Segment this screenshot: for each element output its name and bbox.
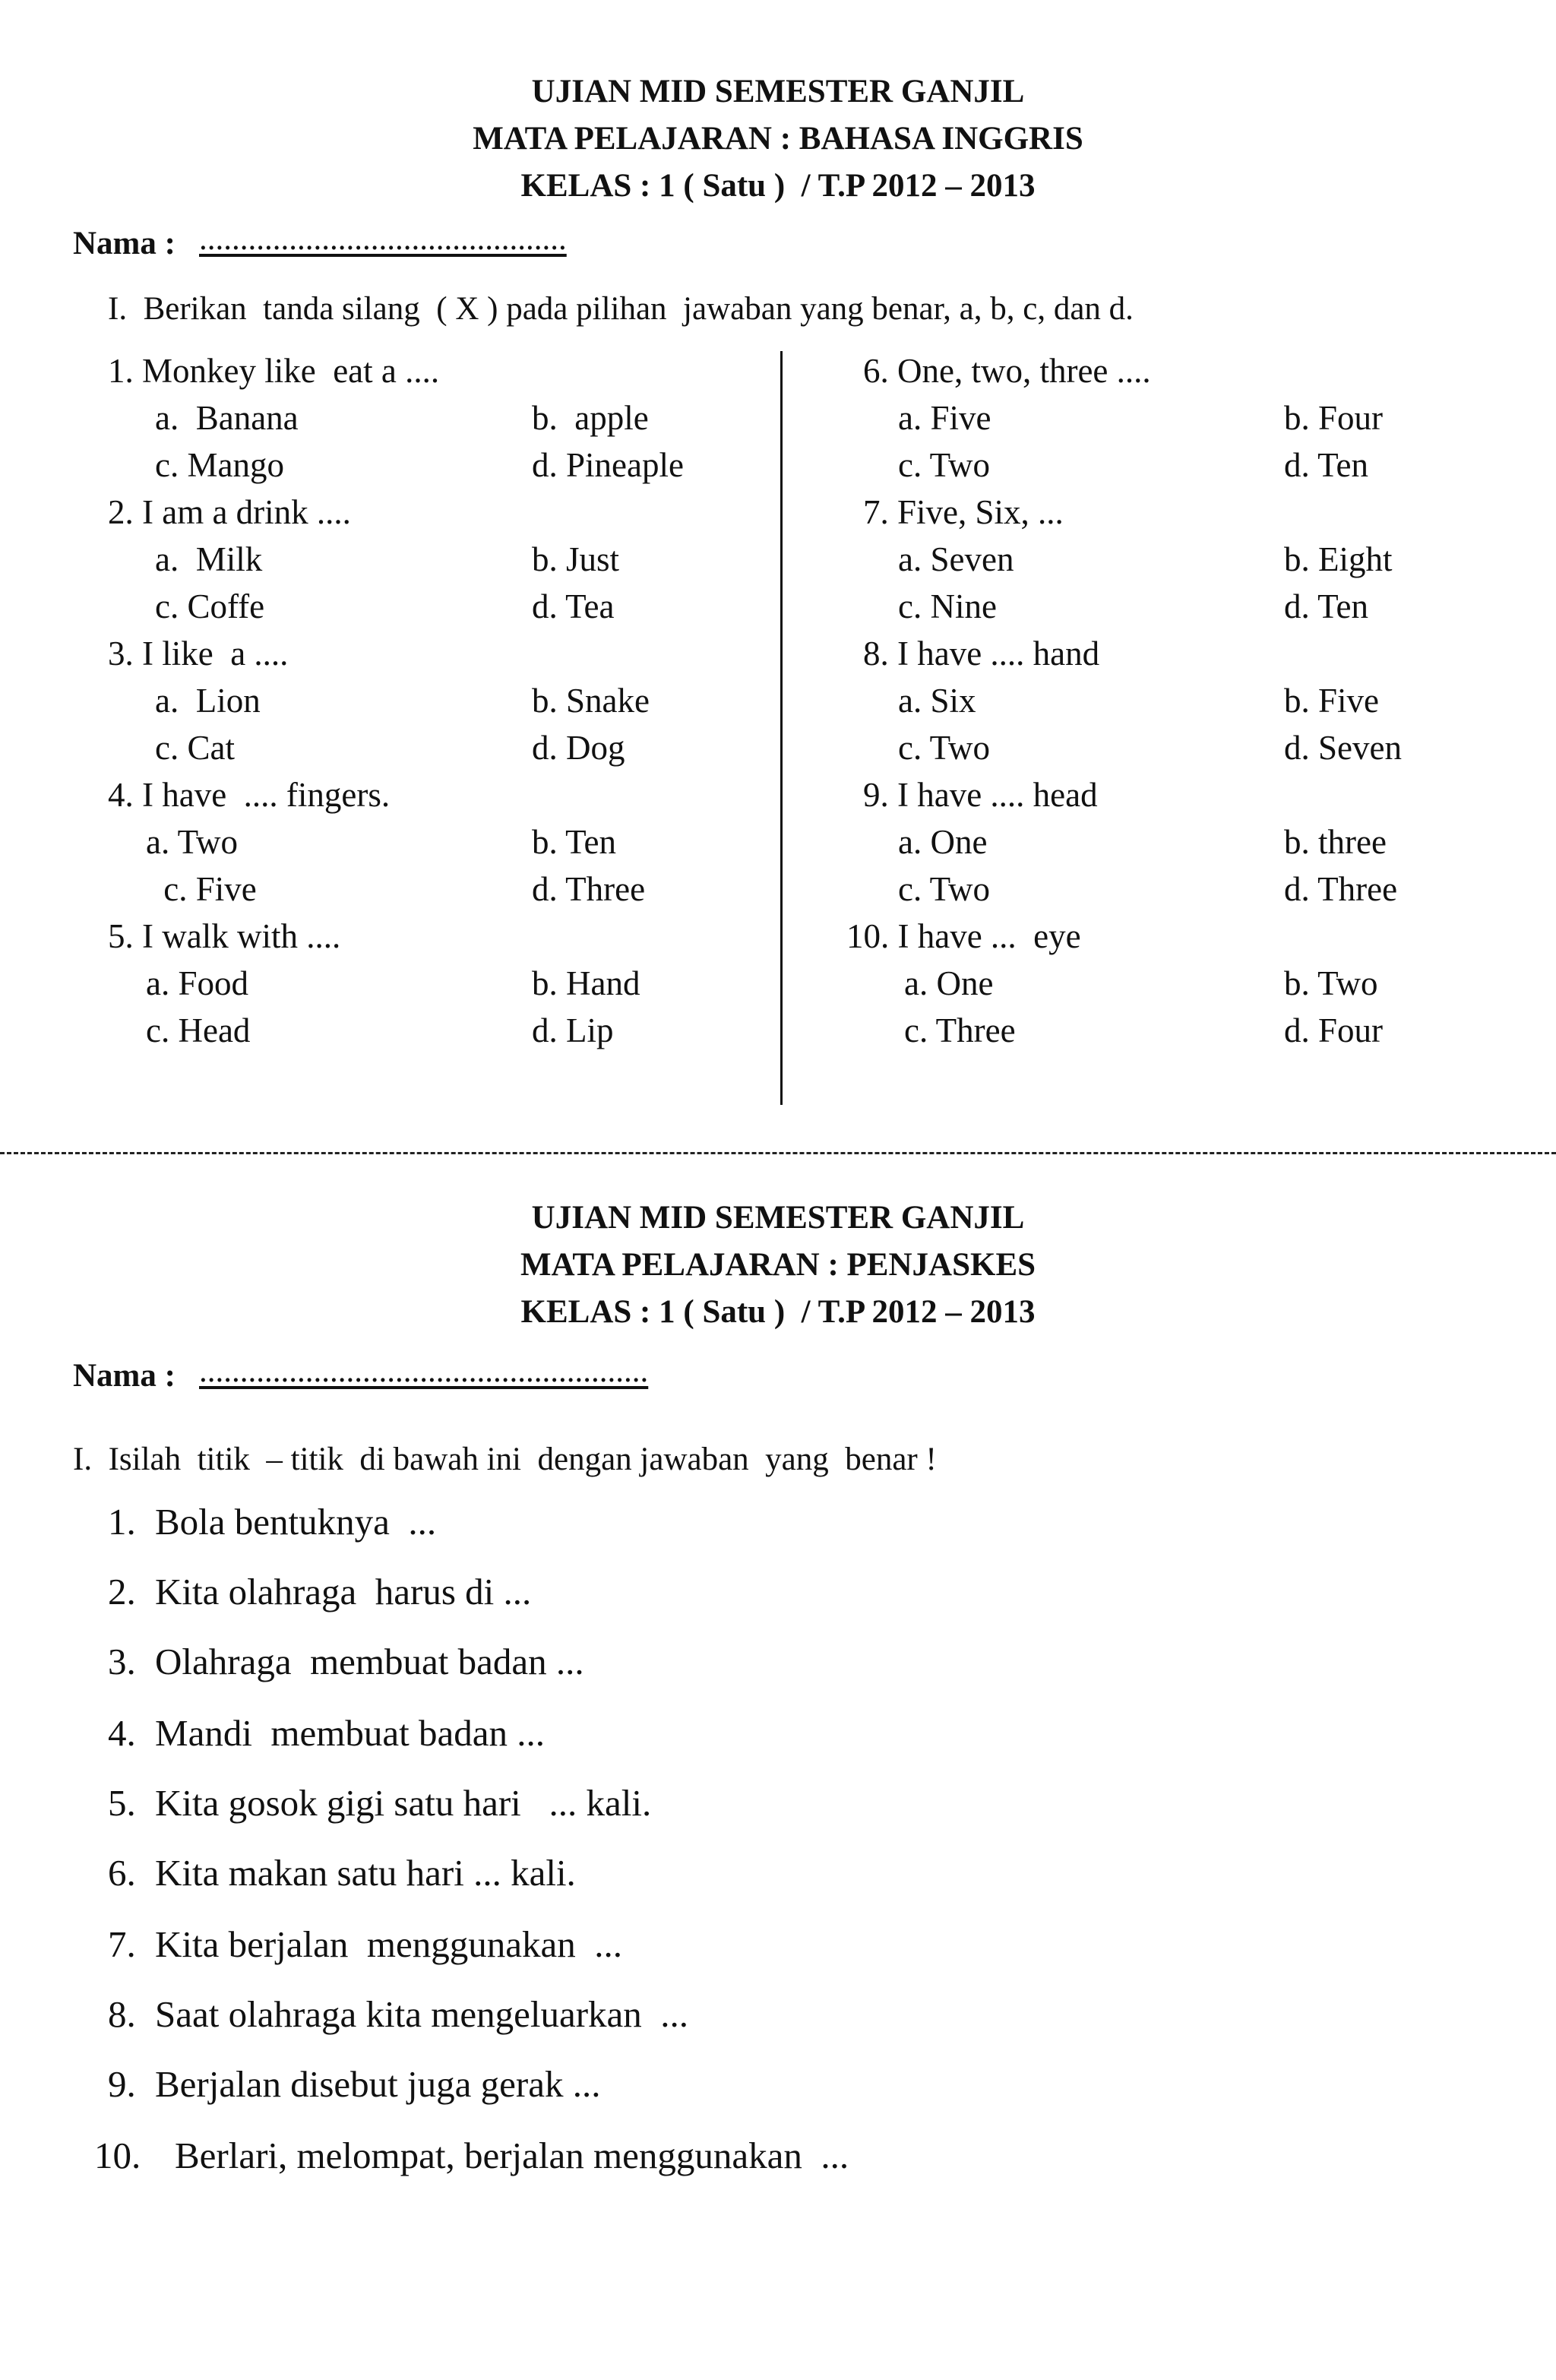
question-4: 4. I have .... fingers. (108, 776, 391, 814)
essay-item-10: Berlari, melompat, berjalan menggunakan ... (175, 2135, 849, 2176)
q9-option-d[interactable]: d. Three (1284, 870, 1398, 908)
essay-item-3-number: 3. (108, 1641, 136, 1682)
exam2-name-label: Nama : (73, 1358, 176, 1394)
q1-option-a[interactable]: a. Banana (155, 399, 299, 437)
question-3: 3. I like a .... (108, 635, 289, 673)
exam2-instruction: I. Isilah titik – titik di bawah ini dengan jawaban yang benar ! (73, 1442, 937, 1477)
exam2-title-line-1: UJIAN MID SEMESTER GANJIL (531, 1200, 1025, 1236)
q5-option-d[interactable]: d. Lip (532, 1011, 614, 1049)
question-6: 6. One, two, three .... (863, 352, 1151, 390)
q3-option-a[interactable]: a. Lion (155, 682, 261, 720)
essay-item-1: Bola bentuknya ... (155, 1501, 437, 1543)
exam1-name-field[interactable]: ............................................. (199, 221, 567, 257)
q7-option-c[interactable]: c. Nine (898, 587, 997, 625)
q4-option-a[interactable]: a. Two (146, 823, 239, 861)
q3-option-b[interactable]: b. Snake (532, 682, 650, 720)
essay-item-5-number: 5. (108, 1782, 136, 1824)
essay-item-2-number: 2. (108, 1571, 136, 1613)
q9-option-b[interactable]: b. three (1284, 823, 1387, 861)
q3-option-d[interactable]: d. Dog (532, 729, 625, 767)
essay-item-9: Berjalan disebut juga gerak ... (155, 2063, 601, 2105)
q2-option-a[interactable]: a. Milk (155, 540, 263, 578)
question-10: 10. I have ... eye (846, 917, 1081, 955)
q3-option-c[interactable]: c. Cat (155, 729, 235, 767)
essay-item-6: Kita makan satu hari ... kali. (155, 1852, 576, 1894)
q9-option-c[interactable]: c. Two (898, 870, 991, 908)
essay-item-4: Mandi membuat badan ... (155, 1712, 546, 1754)
q5-option-b[interactable]: b. Hand (532, 964, 640, 1002)
q10-option-a[interactable]: a. One (904, 964, 994, 1002)
q6-option-c[interactable]: c. Two (898, 446, 991, 484)
essay-item-5: Kita gosok gigi satu hari ... kali. (155, 1782, 652, 1824)
q8-option-a[interactable]: a. Six (898, 682, 976, 720)
q1-option-d[interactable]: d. Pineaple (532, 446, 684, 484)
question-7: 7. Five, Six, ... (863, 493, 1064, 531)
question-9: 9. I have .... head (863, 776, 1098, 814)
question-2: 2. I am a drink .... (108, 493, 351, 531)
essay-item-1-number: 1. (108, 1501, 136, 1543)
q2-option-b[interactable]: b. Just (532, 540, 620, 578)
cut-line-divider (0, 1152, 1556, 1154)
essay-item-7-number: 7. (108, 1923, 136, 1965)
q1-option-b[interactable]: b. apple (532, 399, 649, 437)
exam2-title-line-2: MATA PELAJARAN : PENJASKES (520, 1247, 1036, 1283)
q8-option-b[interactable]: b. Five (1284, 682, 1380, 720)
q2-option-c[interactable]: c. Coffe (155, 587, 265, 625)
question-8: 8. I have .... hand (863, 635, 1100, 673)
q6-option-b[interactable]: b. Four (1284, 399, 1384, 437)
essay-item-9-number: 9. (108, 2063, 136, 2105)
essay-item-3: Olahraga membuat badan ... (155, 1641, 584, 1682)
q6-option-a[interactable]: a. Five (898, 399, 991, 437)
q7-option-d[interactable]: d. Ten (1284, 587, 1369, 625)
q5-option-c[interactable]: c. Head (146, 1011, 251, 1049)
q2-option-d[interactable]: d. Tea (532, 587, 615, 625)
column-divider (780, 351, 783, 1105)
question-1: 1. Monkey like eat a .... (108, 352, 440, 390)
q4-option-b[interactable]: b. Ten (532, 823, 617, 861)
q4-option-d[interactable]: d. Three (532, 870, 646, 908)
exam2-title-line-3: KELAS : 1 ( Satu ) / T.P 2012 – 2013 (520, 1294, 1036, 1330)
essay-item-6-number: 6. (108, 1852, 136, 1894)
q8-option-c[interactable]: c. Two (898, 729, 991, 767)
exam2-name-field[interactable]: ....................................................... (199, 1353, 649, 1389)
essay-item-4-number: 4. (108, 1712, 136, 1754)
q10-option-d[interactable]: d. Four (1284, 1011, 1384, 1049)
q9-option-a[interactable]: a. One (898, 823, 988, 861)
exam1-title-line-2: MATA PELAJARAN : BAHASA INGGRIS (473, 121, 1083, 157)
q10-option-c[interactable]: c. Three (904, 1011, 1016, 1049)
q6-option-d[interactable]: d. Ten (1284, 446, 1369, 484)
exam1-title-line-1: UJIAN MID SEMESTER GANJIL (531, 74, 1025, 109)
q4-option-c[interactable]: c. Five (155, 870, 257, 908)
exam1-name-label: Nama : (73, 226, 176, 261)
q7-option-a[interactable]: a. Seven (898, 540, 1014, 578)
q7-option-b[interactable]: b. Eight (1284, 540, 1393, 578)
essay-item-8-number: 8. (108, 1993, 136, 2035)
q5-option-a[interactable]: a. Food (146, 964, 248, 1002)
essay-item-2: Kita olahraga harus di ... (155, 1571, 532, 1613)
q1-option-c[interactable]: c. Mango (155, 446, 284, 484)
q10-option-b[interactable]: b. Two (1284, 964, 1378, 1002)
exam1-instruction: I. Berikan tanda silang ( X ) pada pilihan jawaban yang benar, a, b, c, dan d. (108, 291, 1134, 327)
essay-item-7: Kita berjalan menggunakan ... (155, 1923, 623, 1965)
essay-item-8: Saat olahraga kita mengeluarkan ... (155, 1993, 689, 2035)
question-5: 5. I walk with .... (108, 917, 341, 955)
q8-option-d[interactable]: d. Seven (1284, 729, 1402, 767)
essay-item-10-number: 10. (94, 2135, 141, 2176)
exam1-title-line-3: KELAS : 1 ( Satu ) / T.P 2012 – 2013 (520, 168, 1036, 204)
